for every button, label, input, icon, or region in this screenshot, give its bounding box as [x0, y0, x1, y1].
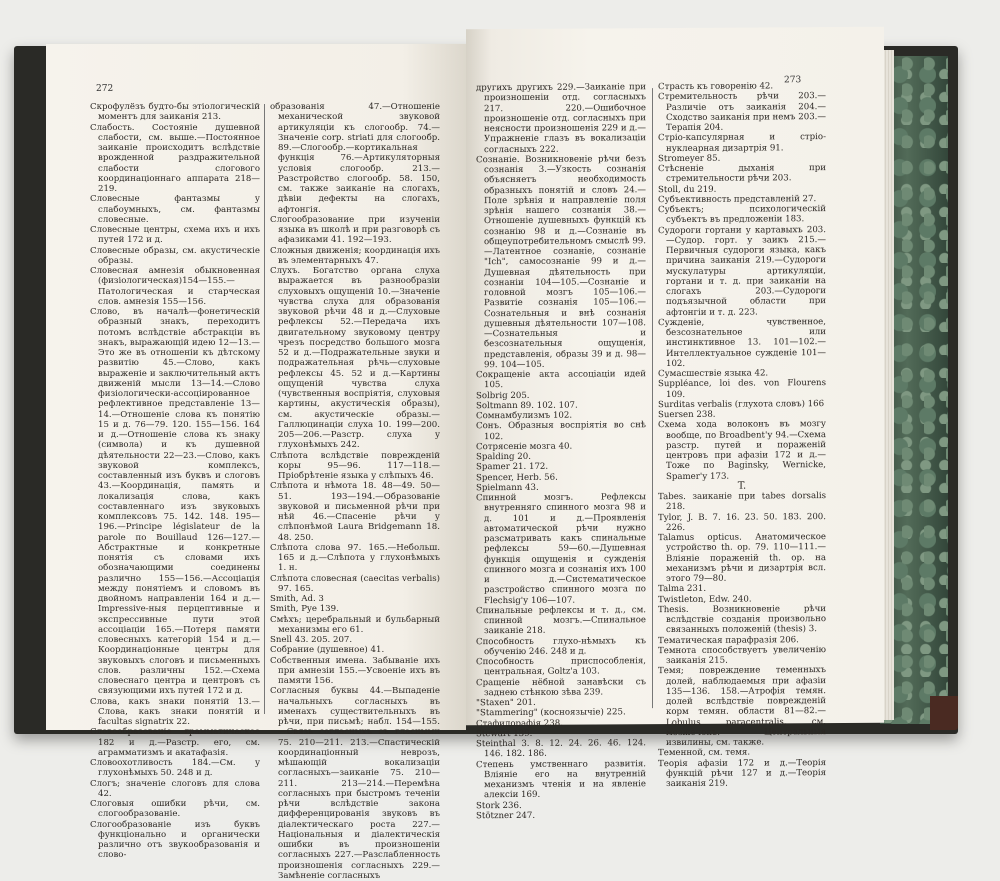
index-entry: Слогъ; значеніе слоговъ для слова 42. [90, 778, 260, 799]
index-entry: Steinthal 3. 8. 12. 24. 26. 46. 124. 146. 182. 186. [476, 738, 646, 760]
index-entry: Теменной, см. темя. [658, 747, 751, 759]
index-entry: Субъектъ; психологическій субъектъ въ предложеніи 183. [658, 204, 826, 226]
index-entry: Слово, въ началѣ—фонетическій образный знакъ, переходитъ потомъ вслѣдствіе абстракціи въ знакъ, выражающій идею 12—13.—Это же въ отношеніи къ дѣтскому развитію 45.—Слово, какъ выраженіе и заключительный актъ движеній мысли 13—14.—Слово физіологически-ассоціированное рефлективное представленіе 13—14.—Отношеніе слова къ понятію 15 и д. 76—79. 120. 155—156. 164 и д.—Отношеніе слова къ знаку (символа) и къ душевной дѣятельности 22—23.—Слово, какъ звуковой комплексъ, составленный изъ буквъ и слоговъ 43.—Координація, память и локализація слова, какъ составленнаго изъ звуковыхъ комплексовъ 75. 142. 148. 195—196.—Principe législateur de la parole по Bouillaud 126—127.—Абстрактные и конкретные понятія съ словами ихъ обозначающими соединены различно 155—156.—Ассоціація между понятіемъ и словомъ въ двойномъ направленіи 164 и д.—Impressive-ныя перцептивные и экспрессивные пути этой ассоціаціи 165.—Потеря памяти словесныхъ категорій 154 и д.—Координаціонные центры для звуковыхъ слоговъ и письменныхъ слов. различны 152.—Схема словеснаго центра и центровъ съ связующими ихъ путей 172 и д. [90, 307, 260, 697]
index-entry: Схема хода волоконъ въ мозгу вообще, по Broadbent'у 94.—Схема разстр. путей и пораженій центровъ при афазіи 172 и д.—Тоже по Baginsky, Wernicke, Spamer'у 173. [658, 419, 826, 482]
index-entry: другихъ другихъ 229.—Заиканіе при произношеніи отд. согласныхъ 217. 220.—Ошибочное произношеніе отд. согласныхъ при неясности произношенія 229 и д.—Упражненіе глазъ въ вокализаціи согласныхъ 222. [476, 82, 646, 155]
index-entry: Stromeyer 85. [658, 153, 721, 164]
right-page-column-1 [476, 82, 646, 821]
index-entry: Сужденіе, чувственное, безсознательное или инстинктивное 13. 101—102.—Интеллектуальное сужденіе 101—102. [658, 316, 826, 369]
index-entry: Сонъ. Образныя воспріятія во снѣ 102. [476, 420, 646, 442]
index-entry: Страсть къ говоренію 42. [658, 81, 774, 93]
left-page-column-2 [270, 102, 440, 881]
index-entry: Stoll, du 219. [658, 184, 717, 195]
index-entry: Согласныя буквы 44.—Выпаденіе начальныхъ согласныхъ въ именахъ существительныхъ въ рѣчи, при письмѣ; набл. 154—155.—Связь согласныхъ съ гласными 75. 210—211. 213.—Спастическій координаціонный неврозъ, мѣшающій вокализаціи согласныхъ—заиканіе 75. 210—211. 213—214.—Перемѣна согласныхъ при быстромъ теченіи рѣчи вслѣдствіе закона дифференцированія звуковъ въ діалектическаго роста 227.—Національныя и діалектическія ошибки въ произношеніи согласныхъ 227.—Разслабленность произношенія согласныхъ 229.—Замѣненіе согласныхъ [270, 686, 440, 881]
index-entry: Тематическая парафразія 206. [658, 634, 799, 646]
index-entry: Субъективность представленій 27. [658, 193, 817, 205]
index-entry: Сознаніе. Возникновеніе рѣчи безъ сознанія 3.—Узкость сознанія объясняетъ необходимость образныхъ понятій и словъ 24.—Поле зрѣнія и направленіе поля зрѣнія нашего сознанія 38.—Отношеніе душевныхъ функцій къ сознанію 98 и д.—Сознаніе въ общеупотребительномъ смыслѣ 99.—Латентное сознаніе, сознаніе "Ich", самосознаніе 99 и д.—Душевная дѣятельность при сознаніи 104—105.—Сознаніе и головной мозгъ 105—106.—Развитіе сознанія 105—106.—Сознательныя и внѣ сознанія душевныя дѣятельности 107—108.—Сознательныя и безсознательныя ощущенія, представленія, образы 39 и д. 98—99. 104—105. [476, 153, 646, 370]
index-entry: Stewart 139. [476, 728, 533, 739]
index-entry: Слѣпота и нѣмота 18. 48—49. 50—51. 193—194.—Образованіе звуковой и письменной рѣчи при нѣй 46.—Спасеніе рѣчи у слѣпонѣмой Laura Bridgemann 18. 48. 250. [270, 481, 440, 543]
index-entry: T. [737, 480, 747, 492]
index-entry: Surditas verbalis (глухота словъ) 166 [658, 398, 825, 410]
index-entry: Talma 231. [658, 584, 707, 595]
index-entry: Talamus opticus. Анатомическое устройство th. op. 79. 110—111.—Вліяніе пораженій th. op. на механизмъ рѣчи и дизартрія всл. этого 79—80. [658, 532, 826, 585]
index-entry: Стѣсненіе дыханія при стремительности рѣчи 203. [658, 163, 826, 185]
index-entry: Слабость. Состояніе душевной слабости, см. выше.—Постоянное заиканіе происходитъ вслѣдствіе врожденной раздражительной слабости слогового координаціоннаго аппарата 218—219. [90, 122, 260, 194]
index-entry: Snell 43. 205. 207. [270, 635, 353, 645]
index-entry: Словесные центры, схема ихъ и ихъ путей 172 и д. [90, 225, 260, 246]
index-entry: Судороги гортани у картавыхъ 203.—Судор. горт. у заикъ 215.—Первичныя судороги языка, какъ причина заиканія 219.—Судороги мускулатуры артикуляціи, гортани и т. д. при заиканіи на слогахъ 203.—Судороги подъязычной области при афтонгіи и т. д. 223. [658, 224, 826, 318]
index-entry: Soltmann 89. 102. 107. [476, 400, 578, 411]
index-entry: Сложныя движенія; координація ихъ въ элементарныхъ 47. [270, 245, 440, 266]
index-entry: Темнота способствуетъ увеличенію заиканія 215. [658, 644, 826, 667]
index-entry: Сокращеніе акта ассоціаціи идей 105. [476, 369, 646, 391]
index-entry: Скрофулёзъ будто-бы этіологическій моментъ для заиканія 213. [90, 102, 260, 123]
index-entry: Способность глухо-нѣмыхъ къ обученію 246. 248 и д. [476, 635, 646, 657]
right-page-number: 273 [784, 75, 802, 86]
index-entry: Spencer, Herb. 56. [476, 472, 558, 483]
index-entry: Смѣхъ; церебральный и бульбарный механизмы его 61. [270, 614, 440, 635]
index-entry: Словесные фантазмы у слабоумныхъ, см. фантазмы словесные. [90, 194, 260, 225]
index-entry: "Stammering" (косноязычіе) 225. [476, 707, 626, 719]
index-entry: Suersen 238. [658, 409, 716, 421]
index-entry: Smith, Pye 139. [270, 604, 339, 615]
left-page-column-1 [90, 102, 260, 861]
index-entry: Слѣпота вслѣдствіе поврежденій коры 95—96. 117—118.—Пріобрѣтеніе языка у слѣпыхъ 46. [270, 450, 440, 481]
index-entry: Слѣпота слова 97. 165.—Небольш. 165 и д.—Слѣпота у глухонѣмыхъ 1. н. [270, 542, 440, 574]
index-entry: Теорія афазіи 172 и д.—Теорія функцій рѣчи 127 и д.—Теорія заиканія 219. [658, 757, 826, 790]
index-entry: Словесная амнезія обыкновенная (физіологическая)154—155.—Патологическая и старческая слов. амнезія 155—156. [90, 266, 260, 307]
index-entry: Spielmann 43. [476, 482, 539, 493]
left-page-number: 272 [96, 84, 114, 94]
index-entry: Собственныя имена. Забываніе ихъ при амнезіи 155.—Усвоеніе ихъ въ памяти 156. [270, 655, 440, 686]
index-entry: Способность приспособленія, центральная, Goltz'а 103. [476, 656, 646, 678]
index-entry: образованія 47.—Отношеніе механической звуковой артикуляціи къ слогообр. 74.—Значеніе corp. striati для слогообр. 89.—Слогообр.—кортикальная функція 76.—Артикуляторныя условія слогообр. 213.—Разстройство слогообр. 58. 150, см. также заиканіе на слогахъ, дѣвіи дефекты на слогахъ, афтонгія. [270, 102, 440, 215]
index-entry: Spamer 21. 172. [476, 462, 549, 473]
index-entry: Suppléance, loi des. von Flourens 109. [658, 378, 826, 400]
index-entry: Сомнамбулизмъ 102. [476, 410, 573, 422]
index-entry: Спинальные рефлексы и т. д., см. спинной мозгъ.—Спинальное заиканіе 218. [476, 604, 646, 637]
index-entry: Сотрясеніе мозга 40. [476, 441, 573, 452]
column-rule [264, 104, 265, 714]
index-entry: "Staxen" 201. [476, 697, 536, 709]
index-entry: Smith, Ad. 3 [270, 594, 324, 604]
column-rule [652, 88, 653, 708]
cover-corner [930, 696, 958, 730]
index-entry: Слоговыя ошибки рѣчи, см. слогообразованіе. [90, 799, 260, 820]
index-entry: Слухъ. Богатство органа слуха выражается въ разнообразіи слуховыхъ ощущеній 10.—Значеніе чувства слуха для образованія звуковой рѣчи 48 и д.—Слуховые рефлексы 52.—Передача ихъ двигательному звуковому центру чрезъ посредство большого мозга 52 и д.—Подражательные звуки и подражательная рѣчь—слуховые рефлексы 45. 52 и д.—Картины ощущеній чувства слуха (чувственныя воспріятія, слуховыя картины, акустическія образы), см. акустическіе образы.—Галлюцинаціи слуха 10. 199—200. 205—206.—Разстр. слуха у глухонѣмыхъ 242. [270, 266, 440, 451]
index-entry: Thesis. Возникновеніе рѣчи вслѣдствіе созданія произвольно связанныхъ положеній (thesis) 3. [658, 603, 826, 636]
left-page [46, 44, 466, 881]
index-entry: Spalding 20. [476, 451, 531, 463]
index-entry: Стріо-капсулярная и стріо-нуклеарная дизартрія 91. [658, 132, 826, 154]
index-entry: Стафилорафія 238. [476, 718, 563, 729]
index-entry: Темя; повреждение теменныхъ долей, наблюдаемыя при афазіи 135—136. 158.—Атрофія темян. долей вслѣдствіе поврежденій корм темян. области 81—82.—Lobulus paracentralis, см. мозжечокъ. Центральныя извилины, см. также. [658, 665, 826, 749]
index-entry: Слогообразование при изученіи языка въ школѣ и при разговорѣ съ афазиками 41. 192—193. [270, 214, 440, 246]
right-page [466, 27, 884, 821]
index-entry: Tylor, J. B. 7. 16. 23. 50. 183. 200. 226. [658, 511, 826, 533]
right-page-column-2 [658, 81, 826, 790]
index-entry: Сумасшествіе языка 42. [658, 368, 769, 380]
index-entry: Степень умственнаго развитія. Вліяніе его на внутренній механизмъ чтенія и на явленіе алексіи 169. [476, 758, 646, 801]
index-entry: Stötzner 247. [476, 810, 536, 821]
index-entry: Спинной мозгъ. Рефлексы внутренняго спинного мозга 98 и д. 101 и д.—Проявленія автоматической рѣчи нужно разсматривать какъ спинальные рефлексы 59—60.—Душевная функція ощущенія и сужденія спинного мозга и сознанія ихъ 100 и д.—Систематическое разстройство спинного мозга по Flechsig'у 106—107. [476, 492, 646, 606]
index-entry: Сращеніе нёбной занавѣски съ заднею стѣнкою зѣва 239. [476, 676, 646, 698]
index-entry: Tabes. заиканіе при tabes dorsalis 218. [658, 491, 826, 513]
index-entry: Собрание (душевное) 41. [270, 645, 385, 656]
index-entry: Twistleton, Edw. 240. [658, 594, 752, 605]
index-entry: Solbrig 205. [476, 390, 530, 401]
index-entry: Словообразованіе грамматическое 182 и д.—Разстр. его, см. аграмматизмъ и акатафазія. [90, 727, 260, 758]
index-entry: Stork 236. [476, 800, 522, 811]
index-entry: Слѣпота словесная (caecitas verbalis) 97. 165. [270, 573, 440, 594]
index-entry: Слогообразованіе изъ буквъ функціонально и органически различно отъ звукообразованія и слово- [90, 819, 260, 861]
index-entry: Слова, какъ знаки понятій 13.—Слова, какъ знаки понятій и facultas signatrix 22. [90, 696, 260, 727]
index-entry: Стремительность рѣчи 203.—Различіе отъ заиканія 204.—Сходство заиканія при немъ 203.—Терапія 204. [658, 91, 826, 134]
index-entry: Словоохотливость 184.—См. у глухонѣмыхъ 50. 248 и д. [90, 758, 260, 779]
index-entry: Словесные образы, см. акустическіе образы. [90, 245, 260, 266]
